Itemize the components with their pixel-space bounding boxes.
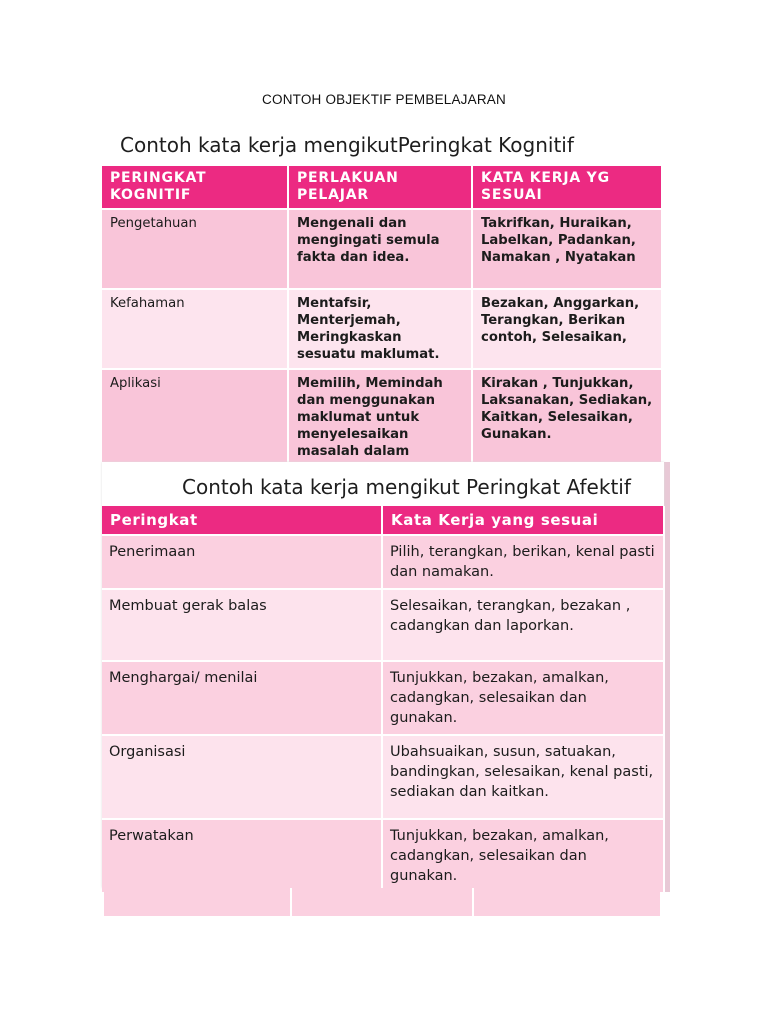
affective-table-title: Contoh kata kerja mengikut Peringkat Afektif xyxy=(182,475,631,499)
table-row xyxy=(102,661,664,735)
verbs-cell: Pilih, terangkan, berikan, kenal pasti dan namakan. xyxy=(382,535,664,589)
verbs-cell: Bezakan, Anggarkan, Terangkan, Berikan contoh, Selesaikan, xyxy=(472,289,662,369)
verbs-cell: Ubahsuaikan, susun, satuakan, bandingkan, selesaikan, kenal pasti, sediakan dan kaitkan. xyxy=(382,735,664,819)
verbs-cell: Tunjukkan, bezakan, amalkan, cadangkan, selesaikan dan gunakan. xyxy=(382,661,664,735)
table-row xyxy=(102,589,664,661)
level-cell: Menghargai/ menilai xyxy=(102,661,382,735)
level-cell: Organisasi xyxy=(102,735,382,819)
level-cell: Penerimaan xyxy=(102,535,382,589)
column-divider xyxy=(472,888,474,916)
verbs-cell: Takrifkan, Huraikan, Labelkan, Padankan, Namakan , Nyatakan xyxy=(472,209,662,289)
level-cell: Aplikasi xyxy=(102,369,288,464)
cognitive-table xyxy=(102,166,662,464)
header-kata-kerja-sesuai: Kata Kerja yang sesuai xyxy=(382,506,664,535)
level-cell: Pengetahuan xyxy=(102,209,288,289)
column-divider xyxy=(290,888,292,916)
affective-header-row xyxy=(102,506,664,535)
behaviour-cell: Mengenali dan mengingati semula fakta dan idea. xyxy=(288,209,472,289)
table-row xyxy=(102,735,664,819)
table-row xyxy=(102,369,662,464)
table-row xyxy=(102,289,662,369)
verbs-cell: Kirakan , Tunjukkan, Laksanakan, Sediakan, Kaitkan, Selesaikan, Gunakan. xyxy=(472,369,662,464)
level-cell: Kefahaman xyxy=(102,289,288,369)
document-title: CONTOH OBJEKTIF PEMBELAJARAN xyxy=(262,92,506,107)
header-peringkat: Peringkat xyxy=(102,506,382,535)
underlying-table-strip xyxy=(104,888,660,916)
table-row xyxy=(102,209,662,289)
cognitive-table-title: Contoh kata kerja mengikutPeringkat Kognitif xyxy=(120,133,574,157)
cognitive-header-row xyxy=(102,166,662,209)
header-perlakuan-pelajar: PERLAKUAN PELAJAR xyxy=(288,166,472,209)
verbs-cell: Tunjukkan, bezakan, amalkan, cadangkan, selesaikan dan gunakan. xyxy=(382,819,664,892)
affective-table xyxy=(102,506,665,892)
behaviour-cell: Mentafsir, Menterjemah, Meringkaskan sesuatu maklumat. xyxy=(288,289,472,369)
verbs-cell: Selesaikan, terangkan, bezakan , cadangkan dan laporkan. xyxy=(382,589,664,661)
table-row xyxy=(102,535,664,589)
header-peringkat-kognitif: PERINGKAT KOGNITIF xyxy=(102,166,288,209)
level-cell: Perwatakan xyxy=(102,819,382,892)
behaviour-cell: Memilih, Memindah dan menggunakan maklumat untuk menyelesaikan masalah dalam xyxy=(288,369,472,464)
header-kata-kerja: KATA KERJA YG SESUAI xyxy=(472,166,662,209)
affective-card xyxy=(102,462,664,888)
level-cell: Membuat gerak balas xyxy=(102,589,382,661)
table-row xyxy=(102,819,664,892)
